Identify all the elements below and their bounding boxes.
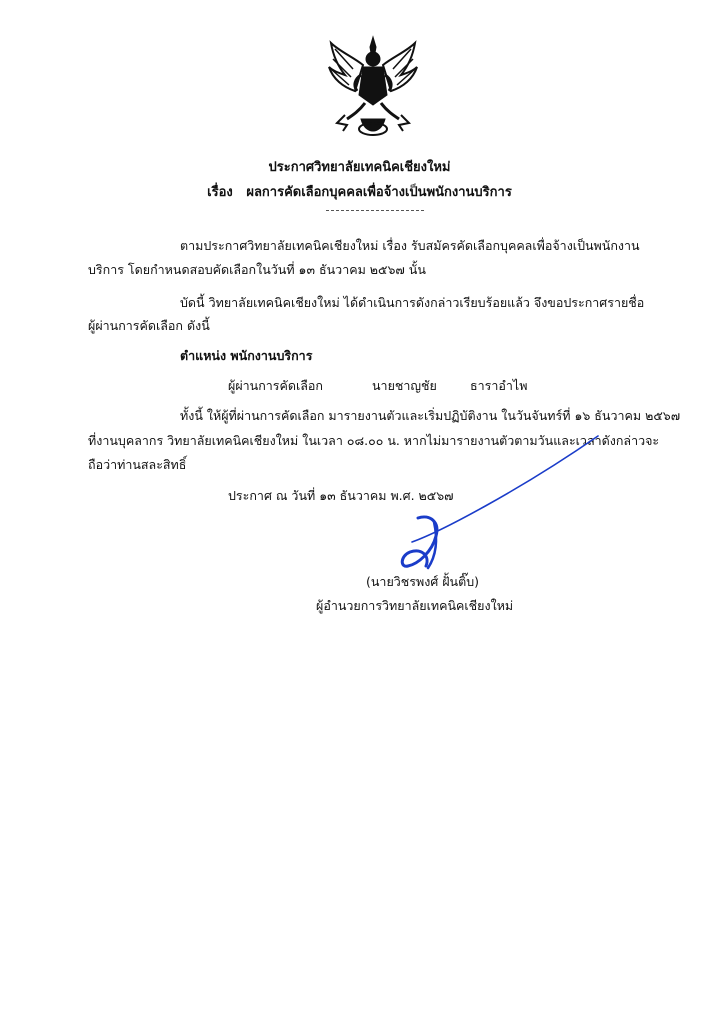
- paragraph1-line1: ตามประกาศวิทยาลัยเทคนิคเชียงใหม่ เรื่อง รับสมัครคัดเลือกบุคคลเพื่อจ้างเป็นพนักงาน: [180, 238, 640, 253]
- position-label: ตำแหน่ง พนักงานบริการ: [180, 348, 313, 363]
- selected-last-name: ธาราอำไพ: [470, 378, 528, 393]
- subject-label: เรื่อง: [207, 185, 233, 200]
- subject-text: ผลการคัดเลือกบุคคลเพื่อจ้างเป็นพนักงานบริการ: [246, 185, 512, 200]
- paragraph3-line1: ทั้งนี้ ให้ผู้ที่ผ่านการคัดเลือก มารายงานตัวและเริ่มปฏิบัติงาน ในวันจันทร์ที่ ๑๖ ธันวาคม ๒๕๖๗: [180, 408, 681, 423]
- garuda-emblem-icon: [325, 35, 421, 139]
- paragraph2-line2: ผู้ผ่านการคัดเลือก ดังนี้: [88, 318, 210, 333]
- paragraph1-line2: บริการ โดยกำหนดสอบคัดเลือกในวันที่ ๑๓ ธันวาคม ๒๕๖๗ นั้น: [88, 262, 426, 277]
- selected-first-name: นายชาญชัย: [372, 378, 437, 393]
- title-divider: [326, 210, 424, 211]
- announcement-subject: [0, 181, 719, 202]
- paragraph3-line3: ถือว่าท่านสละสิทธิ์: [88, 457, 187, 472]
- result-label: ผู้ผ่านการคัดเลือก: [228, 378, 324, 393]
- signatory-title: ผู้อำนวยการวิทยาลัยเทคนิคเชียงใหม่: [316, 598, 514, 613]
- paragraph3-line2: ที่งานบุคลากร วิทยาลัยเทคนิคเชียงใหม่ ในเวลา ๐๘.๐๐ น. หากไม่มารายงานตัวตามวันและเวลาดังกล่าวจะ: [88, 433, 660, 448]
- paragraph2-line1: บัดนี้ วิทยาลัยเทคนิคเชียงใหม่ ได้ดำเนินการดังกล่าวเรียบร้อยแล้ว จึงขอประกาศรายชื่อ: [180, 295, 645, 310]
- announcement-title: ประกาศวิทยาลัยเทคนิคเชียงใหม่: [268, 160, 451, 175]
- announce-date: ประกาศ ณ วันที่ ๑๓ ธันวาคม พ.ศ. ๒๕๖๗: [228, 488, 454, 503]
- signatory-name: (นายวิชรพงศ์ ฝั้นติ๊บ): [366, 574, 480, 589]
